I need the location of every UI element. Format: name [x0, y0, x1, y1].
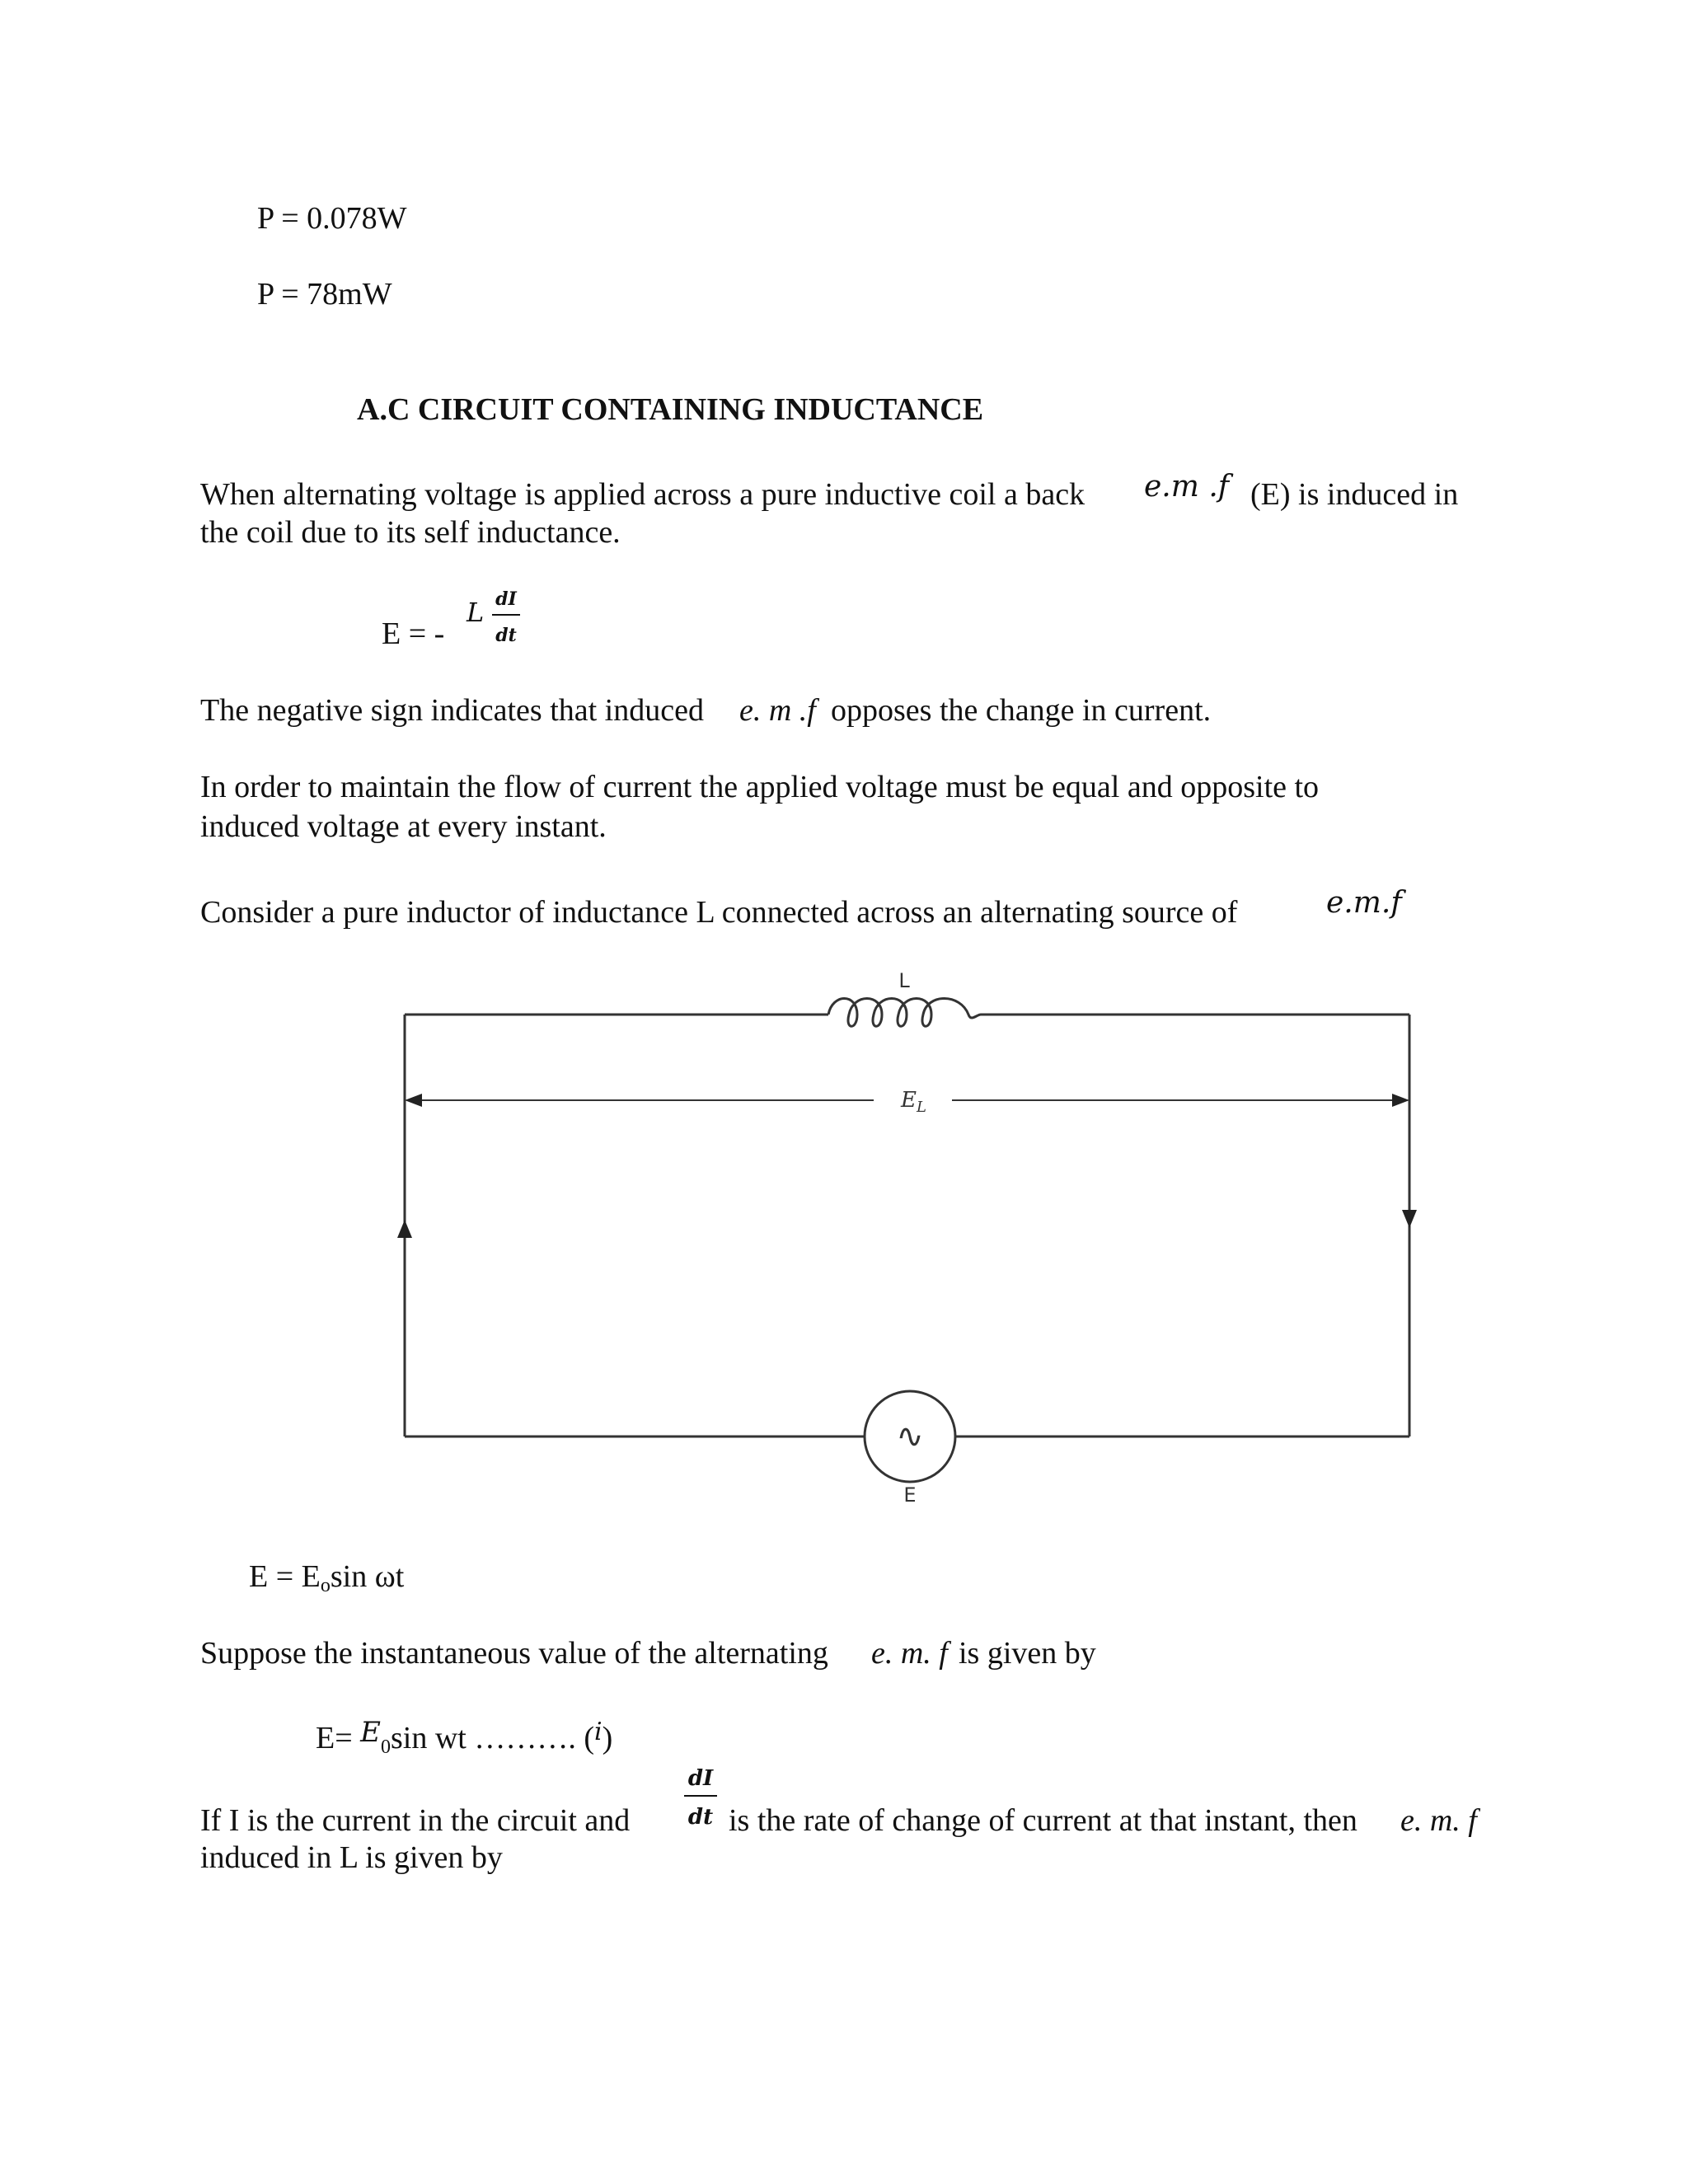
paragraph-6-numerator: dI [687, 1766, 714, 1791]
equation-2-subscript: o [320, 1575, 331, 1596]
paragraph-5-text-a: Suppose the instantaneous value of the alternating [200, 1636, 828, 1671]
paragraph-5-emf: e. m. f [871, 1636, 948, 1671]
paragraph-2-emf: e. m .f [739, 693, 816, 728]
current-arrow-up-icon [397, 1220, 412, 1238]
inductor-label: L [898, 969, 910, 992]
ac-source-symbol-icon: ∿ [896, 1418, 924, 1455]
equation-1-numerator: dI [495, 588, 517, 610]
equation-2-rhs: sin ωt [330, 1559, 405, 1594]
paragraph-5-text-b: is given by [959, 1636, 1096, 1671]
inductor-coil-icon [828, 999, 981, 1027]
paragraph-2-text-b: opposes the change in current. [831, 693, 1212, 728]
equation-3-close: ) [602, 1721, 613, 1755]
equation-3-subscript: 0 [380, 1736, 391, 1758]
voltage-arrowhead-right-icon [1392, 1094, 1409, 1107]
equation-2 [249, 1561, 404, 1596]
paragraph-1-text-b: (E) is induced in [1250, 477, 1459, 512]
equation-3-rhs: sin wt ………. ( [390, 1721, 594, 1755]
equation-1-L: L [467, 597, 485, 628]
paragraph-2-text-a: The negative sign indicates that induced [200, 693, 704, 728]
paragraph-6-fraction-bar [684, 1795, 717, 1797]
equation-3-E: E [360, 1716, 381, 1749]
power-result-mw-line: P = 78mW [257, 277, 392, 312]
paragraph-6-text-a: If I is the current in the circuit and [200, 1803, 631, 1838]
paragraph-4-emf: e.m.f [1326, 886, 1402, 920]
source-label: E [903, 1483, 917, 1507]
paragraph-3-line-2: induced voltage at every instant. [200, 809, 607, 844]
equation-3-lhs: E= [316, 1721, 353, 1755]
paragraph-6-line-2: induced in L is given by [200, 1840, 503, 1875]
paragraph-6-text-b: is the rate of change of current at that instant, then [729, 1803, 1357, 1838]
current-arrow-down-icon [1402, 1210, 1417, 1228]
equation-1-denominator: dt [495, 625, 517, 646]
paragraph-6-emf: e. m. f [1400, 1803, 1477, 1838]
paragraph-1-text-a: When alternating voltage is applied across a pure inductive coil a back [200, 477, 1085, 512]
equation-1-lhs: E = - [382, 616, 445, 651]
paragraph-3-line-1: In order to maintain the flow of current the applied voltage must be equal and opposite to [200, 770, 1320, 804]
paragraph-4-text: Consider a pure inductor of inductance L connected across an alternating source of [200, 895, 1238, 930]
equation-3-index: i [593, 1718, 603, 1746]
paragraph-1-emf: e.m .f [1144, 470, 1230, 504]
section-heading: A.C CIRCUIT CONTAINING INDUCTANCE [357, 392, 984, 427]
equation-3 [316, 1716, 613, 1758]
paragraph-1-line-2: the coil due to its self inductance. [200, 515, 621, 550]
equation-2-lhs: E = E [249, 1559, 321, 1594]
paragraph-6-denominator: dt [687, 1805, 714, 1830]
power-result-line: P = 0.078W [257, 201, 407, 236]
voltage-arrowhead-left-icon [405, 1094, 422, 1107]
inductor-voltage-label: $E_L$ [901, 1088, 926, 1116]
